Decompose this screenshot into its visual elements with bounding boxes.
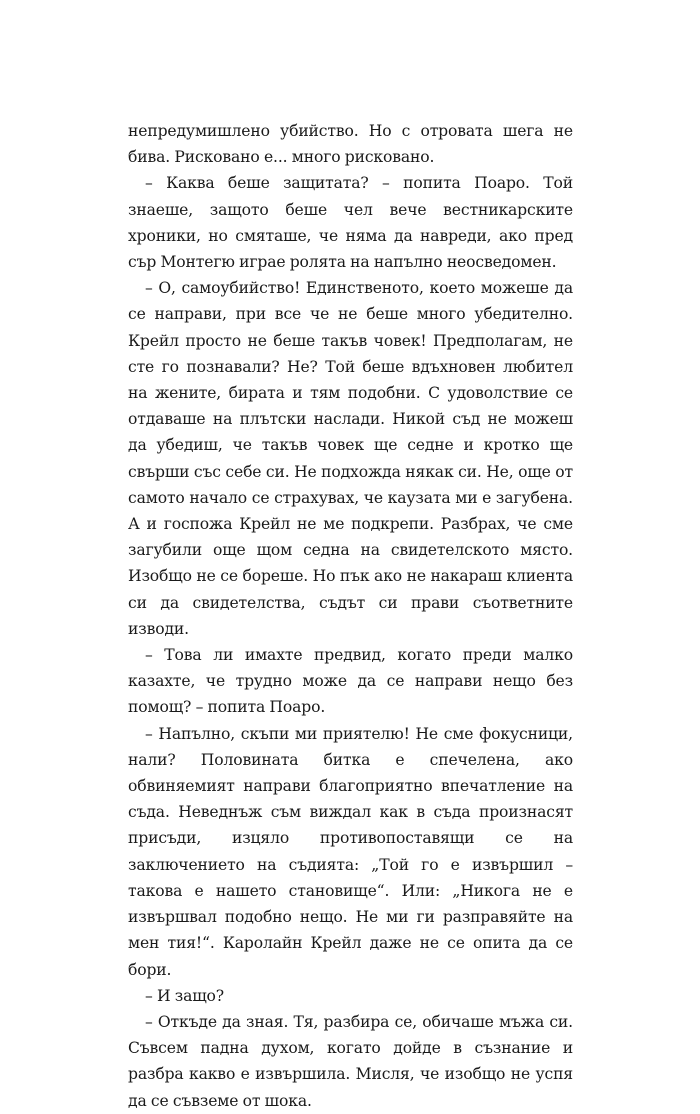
- paragraph: – И защо?: [145, 986, 225, 1005]
- paragraph: – Откъде да зная. Тя, разбира се, обичаше мъжа си. Съвсем падна духом, когато дойде в съзнание и разбра какво е извършила. Мисля, че изобщо не успя да се съвземе от шока.: [128, 1012, 573, 1110]
- paragraph: – Каква беше защитата? – попита Поаро. Той знаеше, защото беше чел вече вестникарските хроники, но смяташе, че няма да навреди, ако пред сър Монтегю играе ролята на напълно неосведомен.: [128, 174, 573, 272]
- paragraph: – О, самоубийство! Единственото, което можеше да се направи, при все че не беше много убедително. Крейл просто не беше такъв човек! Предполагам, не сте го познавали? Не? Той беше вдъхновен любител на жените, бирата и тям подобни. С удоволствие се отдаваше на плътски наслади. Никой съд не можеш да убедиш, че такъв човек ще седне и кротко ще свърши със себе си. Не подхожда някак си. Не, още от самото начало се страхувах, че каузата ми е загубена. А и госпожа Крейл не ме подкрепи. Разбрах, че сме загубили още щом седна на свидетелското място. Изобщо не се бореше. Но пък ако не накараш клиента си да свидетелства, съдът си прави съответните изводи.: [128, 279, 573, 638]
- paragraph: – Напълно, скъпи ми приятелю! Не сме фокусници, нали? Половината битка е спечелена, ако обвиняемият направи благоприятно впечатление на съда. Неведнъж съм виждал как в съда произнасят присъди, изцяло противопоставящи се на заключението на съдията: „Той го е извършил – такова е нашето становище“. Или: „Никога не е извършвал подобно нещо. Не ми ги разправяйте на мен тия!“. Каролайн Крейл даже не се опита да се бори.: [128, 724, 573, 979]
- paragraph: непредумишлено убийство. Но с отровата шега не бива. Рисковано е... много рисковано.: [128, 122, 573, 167]
- paragraph: – Това ли имахте предвид, когато преди малко казахте, че трудно може да се направи нещо без помощ? – попита Поаро.: [128, 646, 573, 717]
- body-text: [128, 118, 573, 1114]
